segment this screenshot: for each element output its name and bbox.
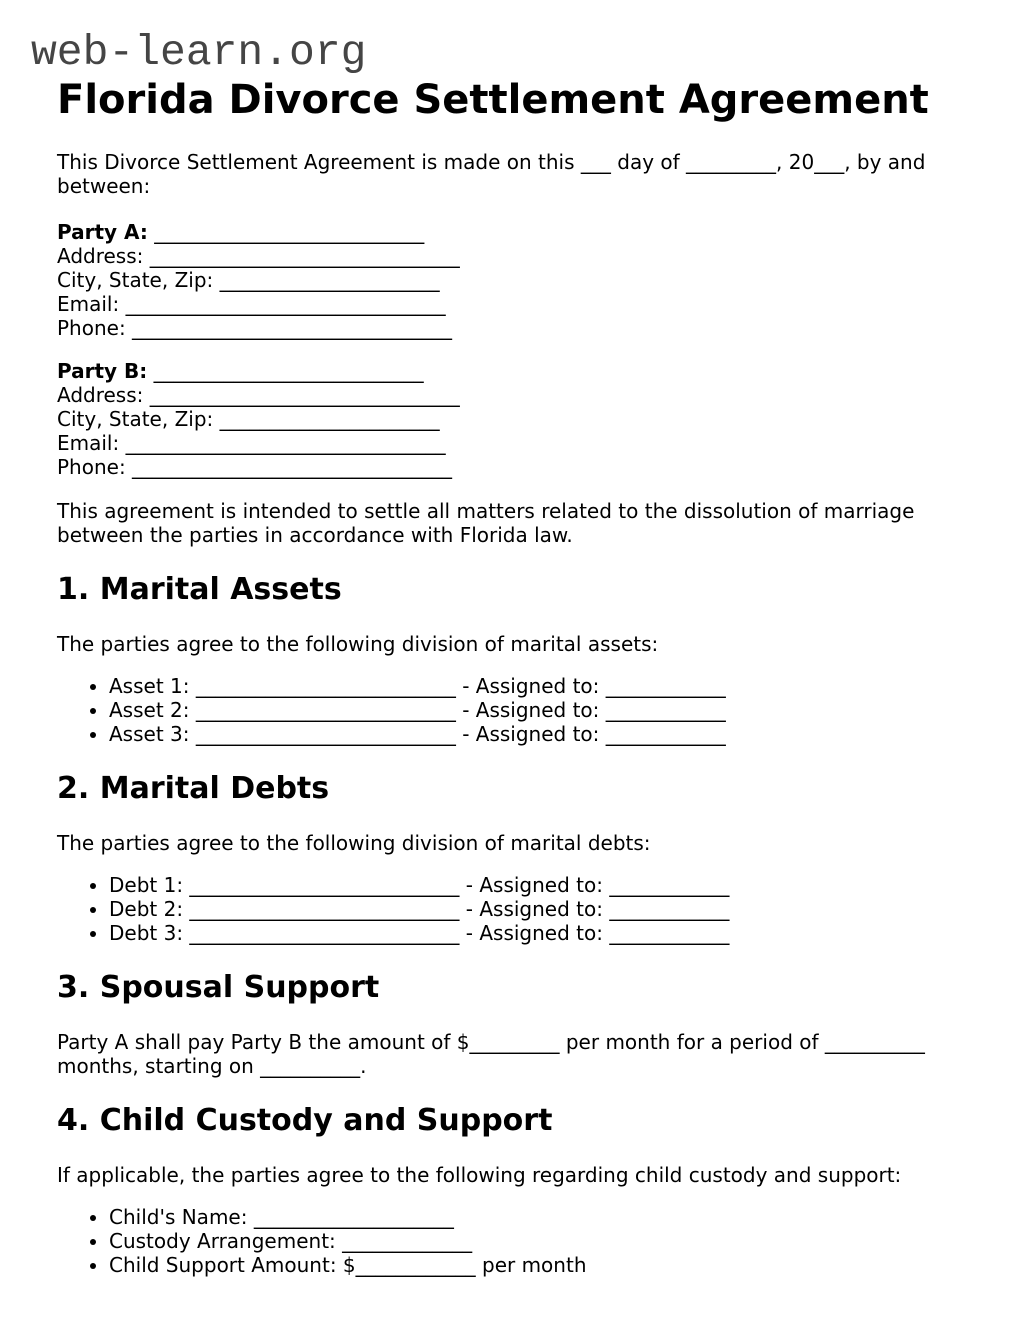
list-item: • Debt 3: ___________________________ - Assigned to: ____________ xyxy=(109,921,947,945)
party-b-block xyxy=(57,359,947,479)
list-item: • Child Support Amount: $____________ per month xyxy=(109,1253,947,1277)
section-2-lead: The parties agree to the following division of marital debts: xyxy=(57,831,651,855)
section-4-heading: 4. Child Custody and Support xyxy=(57,1103,553,1138)
agreement-intent-paragraph: This agreement is intended to settle all matters related to the dissolution of marriage between the parties in accordance with Florida law. xyxy=(57,499,915,547)
party-b-phone-line: Phone: ________________________________ xyxy=(57,455,453,479)
list-item: • Custody Arrangement: _____________ xyxy=(109,1229,947,1253)
site-logo: web-learn.org xyxy=(31,28,367,77)
list-item: • Child's Name: ____________________ xyxy=(109,1205,947,1229)
party-a-block xyxy=(57,220,947,340)
spousal-support-paragraph: Party A shall pay Party B the amount of $_________ per month for a period of __________ months, starting on __________. xyxy=(57,1030,925,1078)
party-b-city-state-zip-line: City, State, Zip: ______________________ xyxy=(57,407,440,431)
party-a-name-blank: ___________________________ xyxy=(154,220,425,244)
page-title: Florida Divorce Settlement Agreement xyxy=(57,77,929,123)
list-item: • Asset 2: __________________________ - Assigned to: ____________ xyxy=(109,698,947,722)
party-a-address-line: Address: _______________________________ xyxy=(57,244,460,268)
party-a-email-line: Email: ________________________________ xyxy=(57,292,446,316)
section-4-lead: If applicable, the parties agree to the following regarding child custody and support: xyxy=(57,1163,902,1187)
section-1-lead: The parties agree to the following division of marital assets: xyxy=(57,632,659,656)
section-2-heading: 2. Marital Debts xyxy=(57,771,330,806)
party-a-city-state-zip-line: City, State, Zip: ______________________ xyxy=(57,268,440,292)
party-b-address-line: Address: _______________________________ xyxy=(57,383,460,407)
party-b-label: Party B: xyxy=(57,359,148,383)
marital-assets-list xyxy=(57,674,947,746)
party-b-email-line: Email: ________________________________ xyxy=(57,431,446,455)
list-item: • Asset 1: __________________________ - Assigned to: ____________ xyxy=(109,674,947,698)
party-a-phone-line: Phone: ________________________________ xyxy=(57,316,453,340)
marital-debts-list xyxy=(57,873,947,945)
child-custody-list xyxy=(57,1205,947,1277)
intro-paragraph: This Divorce Settlement Agreement is made on this ___ day of _________, 20___, by and between: xyxy=(57,150,926,198)
party-b-name-blank: ___________________________ xyxy=(153,359,424,383)
list-item: • Asset 3: __________________________ - Assigned to: ____________ xyxy=(109,722,947,746)
section-3-heading: 3. Spousal Support xyxy=(57,970,380,1005)
party-a-label: Party A: xyxy=(57,220,148,244)
list-item: • Debt 1: ___________________________ - Assigned to: ____________ xyxy=(109,873,947,897)
section-1-heading: 1. Marital Assets xyxy=(57,572,342,607)
list-item: • Debt 2: ___________________________ - Assigned to: ____________ xyxy=(109,897,947,921)
